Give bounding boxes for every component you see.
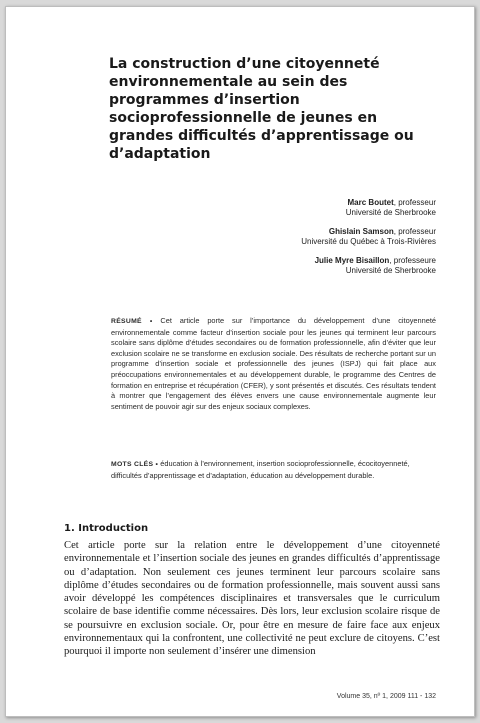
abstract-label: RÉSUMÉ • — [111, 318, 153, 325]
abstract — [111, 316, 436, 412]
author-name: Julie Myre Bisaillon — [314, 256, 390, 265]
page-footer: Volume 35, nº 1, 2009 111 - 132 — [336, 693, 436, 700]
article-title: La construction d’une citoyenneté environnementale au sein des programmes d’insertion socioprofessionnelle de jeunes en grandes difficultés d’apprentissage ou d’adaptation — [109, 56, 414, 162]
author-entry — [136, 198, 436, 218]
author-affiliation: Université de Sherbrooke — [345, 266, 436, 275]
keywords-label: MOTS CLÉS • — [111, 461, 159, 468]
body-paragraph: Cet article porte sur la relation entre le développement d’une citoyenneté environnementale et l’insertion sociale des jeunes en grandes difficultés d’apprentissage ou d’adaptation. Non seulement ces jeunes terminent leur parcours scolaire sans diplôme d’études secondaires ou de formation professionnelle, mais souvent aussi sans avoir développé les compétences disciplinaires et transversales que le curriculum scolaire de base identifie comme nécessaires. Dès lors, leur exclusion scolaire risque de se poursuivre en exclusion sociale. Or, pour être en mesure de faire face aux enjeux environnementaux qui la confrontent, une collectivité ne peut exclure de citoyens. C’est pourquoi il importe non seulement d’insérer une dimension — [64, 540, 440, 658]
document-page — [5, 6, 475, 717]
author-role: , professeur — [393, 198, 436, 207]
author-name: Ghislain Samson — [328, 227, 394, 236]
author-entry — [136, 256, 436, 276]
author-list — [136, 198, 436, 285]
author-name: Marc Boutet — [347, 198, 394, 207]
keywords-text: éducation à l’environnement, insertion socioprofessionnelle, écocitoyenneté, difficultés d’apprentissage et d’adaptation, éducation au développement durable. — [111, 459, 410, 480]
author-entry — [136, 227, 436, 247]
keywords — [111, 459, 436, 481]
author-role: , professeure — [389, 256, 436, 265]
author-affiliation: Université du Québec à Trois-Rivières — [301, 237, 436, 246]
abstract-text: Cet article porte sur l’importance du développement d’une citoyenneté environnementale comme facteur d’insertion sociale pour les jeunes qui terminent leur parcours scolaire sans diplôme d’études secondaires ou de formation professionnelle, afin d’éviter que leur exclusion scolaire ne se transforme en exclusion sociale. Des résultats de recherche portant sur un programme d’insertion sociale et professionnelle des jeunes (ISPJ) qui fait place aux préoccupations environnementales et au développement durable, le programme des Centres de formation en entreprise et récupération (CFER), y sont présentés et discutés. Ces résultats tendent à montrer que l’engagement des élèves envers une cause environnementale augmente leur sentiment de pouvoir agir sur des enjeux sociaux complexes. — [111, 316, 436, 411]
author-affiliation: Université de Sherbrooke — [345, 208, 436, 217]
section-title: 1. Introduction — [64, 523, 149, 534]
author-role: , professeur — [393, 227, 436, 236]
